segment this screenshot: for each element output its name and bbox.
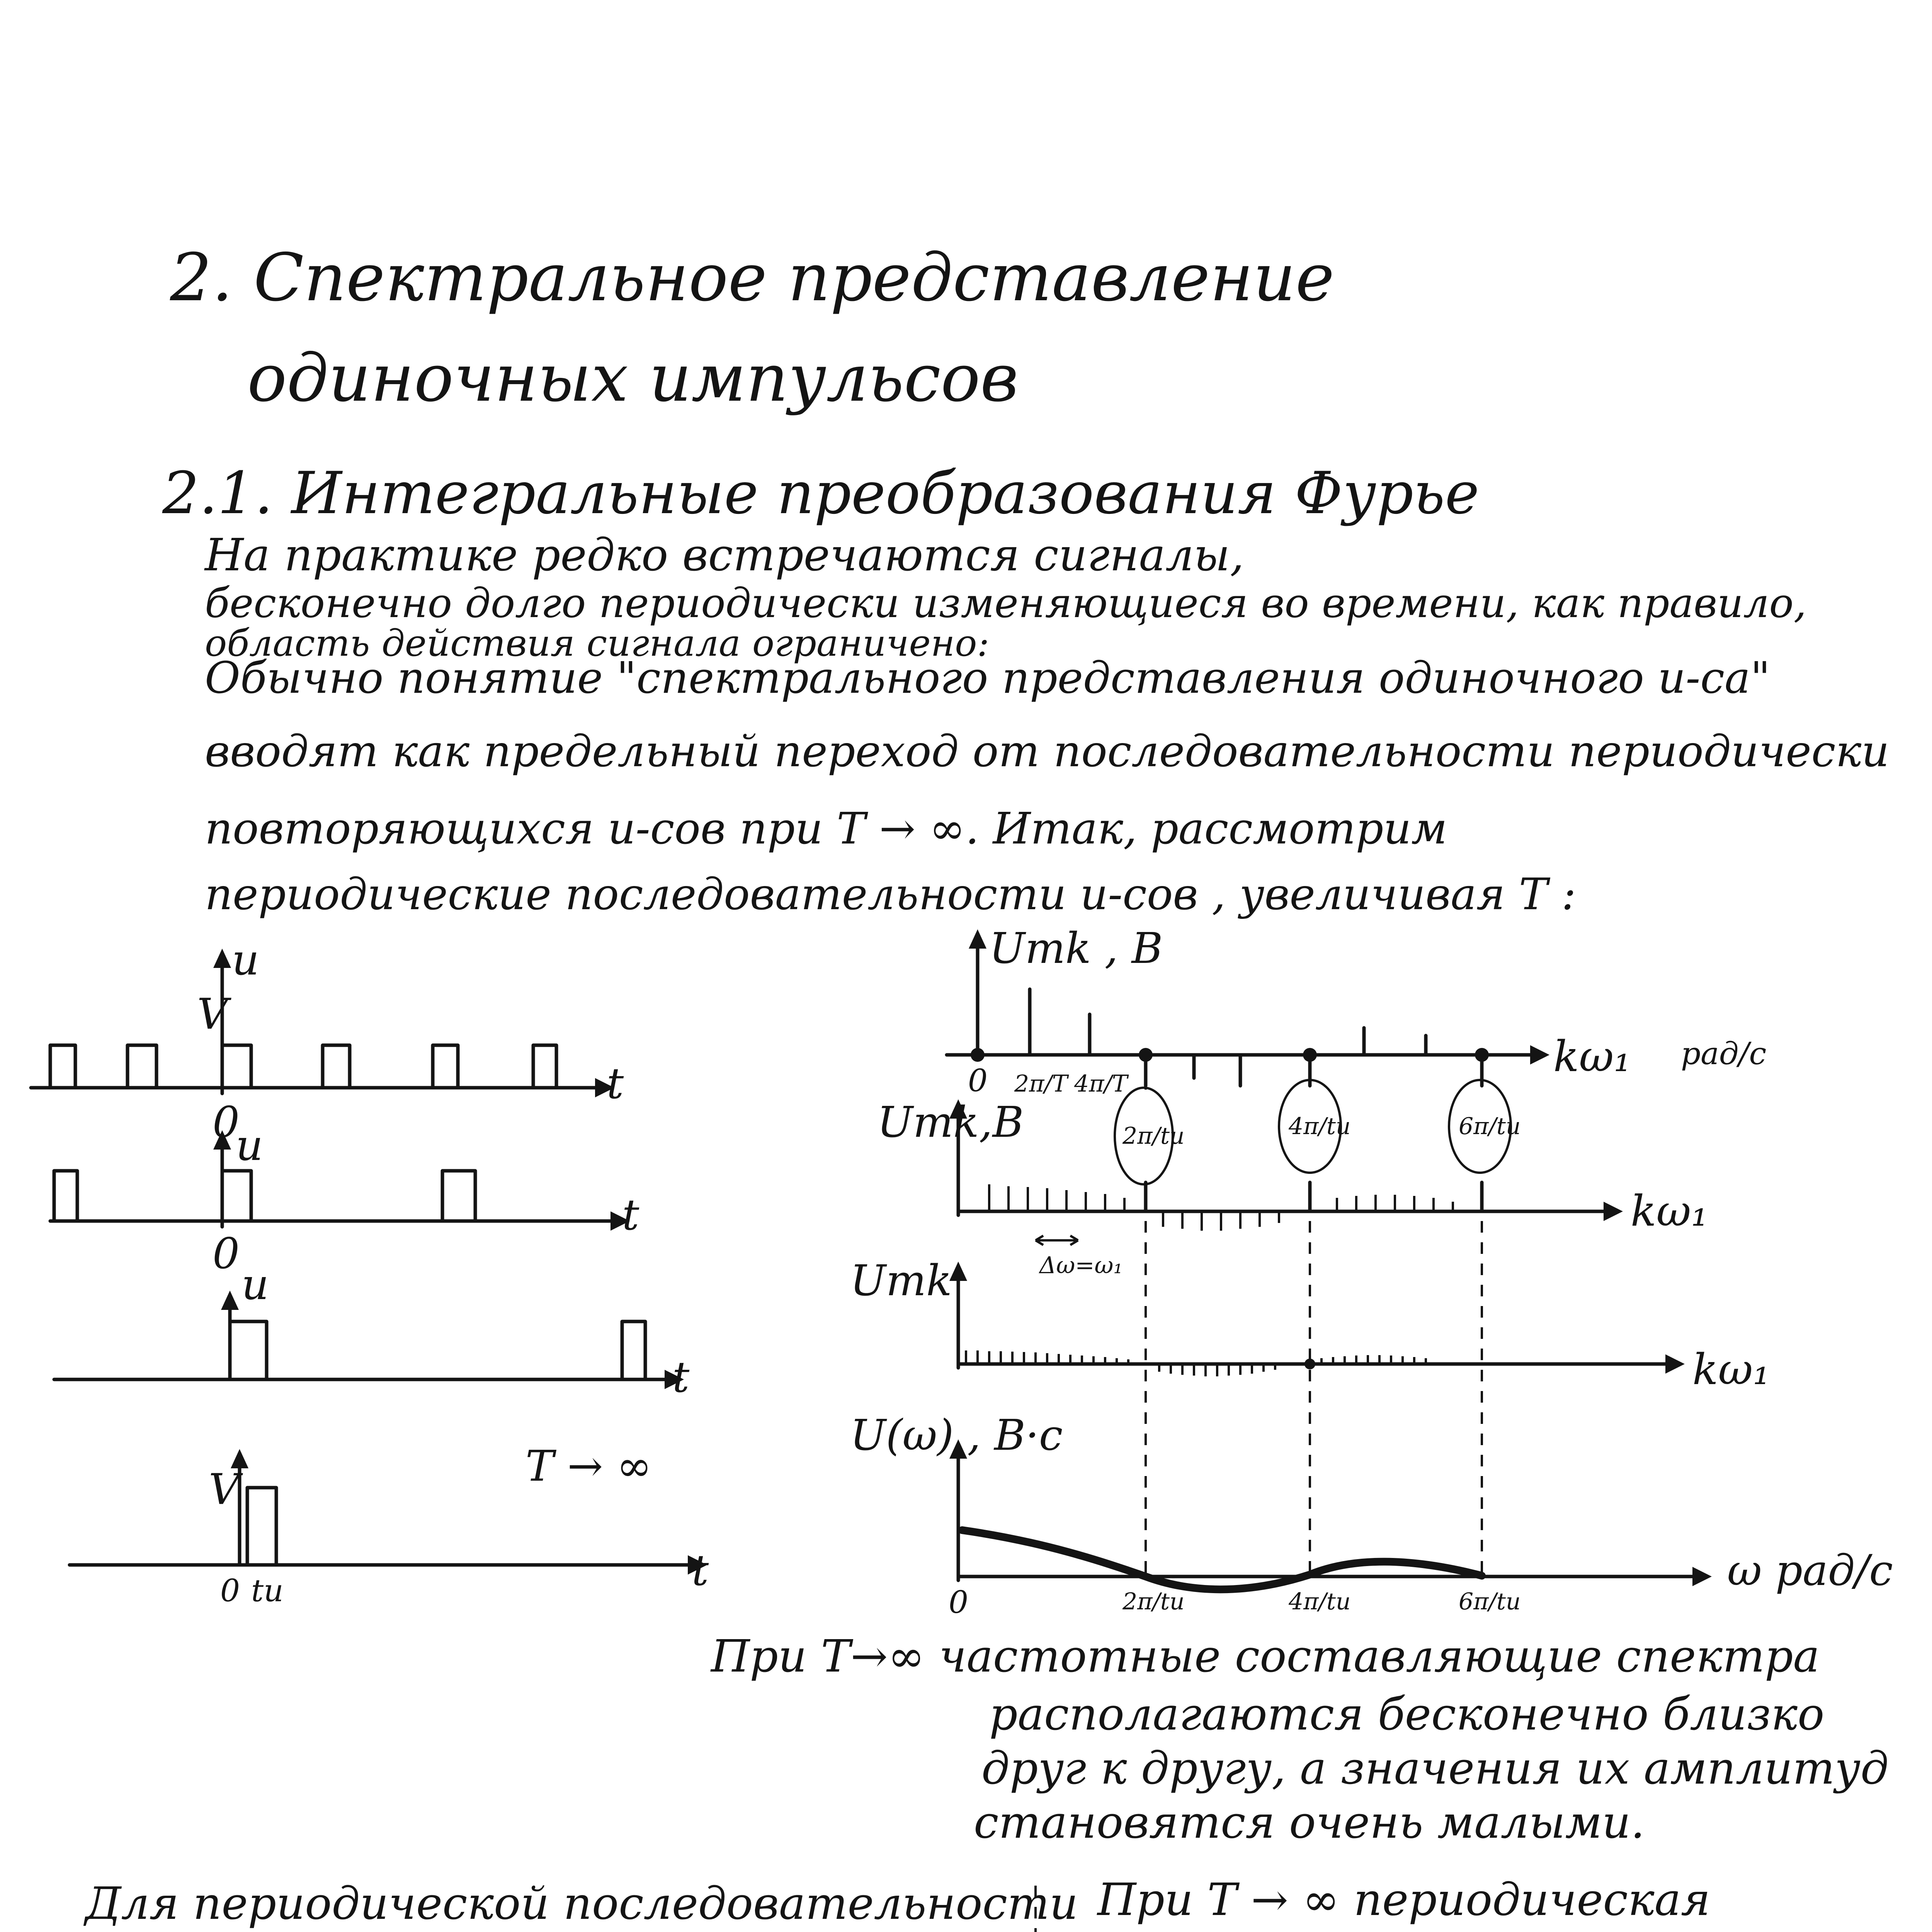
- intro-line-5: вводят как предельный переход от последовательности периодически: [205, 726, 1889, 777]
- zero-guides: [1146, 1086, 1482, 1577]
- time-plot-1-ylabel: u: [232, 935, 259, 985]
- spectrum-1-tick-1: 2π/T: [1014, 1070, 1068, 1097]
- time-plot-2-origin: 0: [213, 1229, 240, 1278]
- left-text-1: Для периодической последовательности: [85, 1878, 1078, 1930]
- spectrum-3-xlabel: kω₁: [1692, 1345, 1770, 1394]
- spectrum-1-xlabel: kω₁: [1553, 1032, 1631, 1081]
- spectral-density-plot: [949, 1439, 1712, 1589]
- density-xlabel: ω рад/с: [1727, 1546, 1893, 1595]
- spectrum-1-unit: рад/с: [1681, 1036, 1767, 1071]
- time-plot-4-amp: V: [209, 1464, 240, 1514]
- intro-line-7: периодические последовательности и-сов , увеличивая T :: [205, 869, 1576, 920]
- subheading: 2.1. Интегральные преобразования Фурье: [162, 460, 1480, 527]
- spectrum-1-zero-3: 6π/tи: [1459, 1113, 1521, 1140]
- density-zero-1: 2π/tи: [1122, 1588, 1185, 1615]
- conclusion-line-1: При T→∞ частотные составляющие спектра: [711, 1631, 1820, 1682]
- time-plot-3-ylabel: u: [242, 1260, 269, 1309]
- spectrum-plot-2: [949, 1099, 1623, 1245]
- spectrum-2-xlabel: kω₁: [1631, 1186, 1708, 1236]
- heading-line-2: одиночных импульсов: [247, 340, 1019, 417]
- density-zero-2: 4π/tи: [1289, 1588, 1351, 1615]
- time-plot-2: [50, 1130, 630, 1231]
- spectrum-1-origin: 0: [968, 1063, 988, 1099]
- intro-line-4: Обычно понятие "спектрального представления одиночного и-са": [205, 653, 1770, 703]
- density-ylabel: U(ω) , B·c: [850, 1410, 1063, 1460]
- spectrum-1-zero-2: 4π/tи: [1289, 1113, 1351, 1140]
- time-plot-4-width: tи: [251, 1573, 284, 1609]
- time-plot-2-xlabel: t: [622, 1190, 639, 1240]
- time-plot-2-ylabel: u: [236, 1121, 263, 1170]
- density-origin: 0: [949, 1584, 968, 1620]
- time-plot-4-xlabel: t: [692, 1546, 709, 1595]
- spectrum-3-ylabel: Umk: [850, 1256, 952, 1305]
- time-plot-1-amp: V: [197, 989, 228, 1039]
- time-plot-4-origin: 0: [220, 1573, 240, 1609]
- intro-line-3: область действия сигнала ограничено:: [205, 622, 990, 665]
- density-zero-3: 6π/tи: [1459, 1588, 1521, 1615]
- intro-line-1: На практике редко встречаются сигналы,: [205, 529, 1244, 581]
- time-plot-1-xlabel: t: [607, 1059, 624, 1108]
- right-text-1: При T → ∞ периодическая: [1097, 1874, 1711, 1926]
- spectrum-1-tick-2: 4π/T: [1074, 1070, 1128, 1097]
- spectrum-1-zero-1: 2π/tи: [1122, 1122, 1185, 1150]
- conclusion-line-2: располагаются бесконечно близко: [989, 1689, 1825, 1740]
- time-plot-1: [31, 949, 614, 1097]
- time-plot-4-limit: T → ∞: [526, 1441, 652, 1491]
- spectrum-2-delta: Δω=ω₁: [1039, 1252, 1123, 1279]
- conclusion-line-3: друг к другу, а значения их амплитуд: [981, 1743, 1889, 1794]
- time-plot-3-xlabel: t: [672, 1352, 690, 1402]
- intro-line-6: повторяющихся и-сов при T → ∞. Итак, рассмотрим: [205, 804, 1447, 854]
- spectrum-1-ylabel: Umk , B: [989, 923, 1163, 973]
- intro-line-2: бесконечно долго периодически изменяющиеся во времени, как правило,: [205, 580, 1807, 627]
- heading-line-1: 2. Спектральное представление: [170, 240, 1335, 316]
- time-plot-1-origin: 0: [213, 1097, 240, 1147]
- conclusion-line-4: становятся очень малыми.: [974, 1797, 1645, 1849]
- spectrum-2-ylabel: Umk,B: [877, 1097, 1024, 1147]
- time-plot-3: [54, 1291, 684, 1389]
